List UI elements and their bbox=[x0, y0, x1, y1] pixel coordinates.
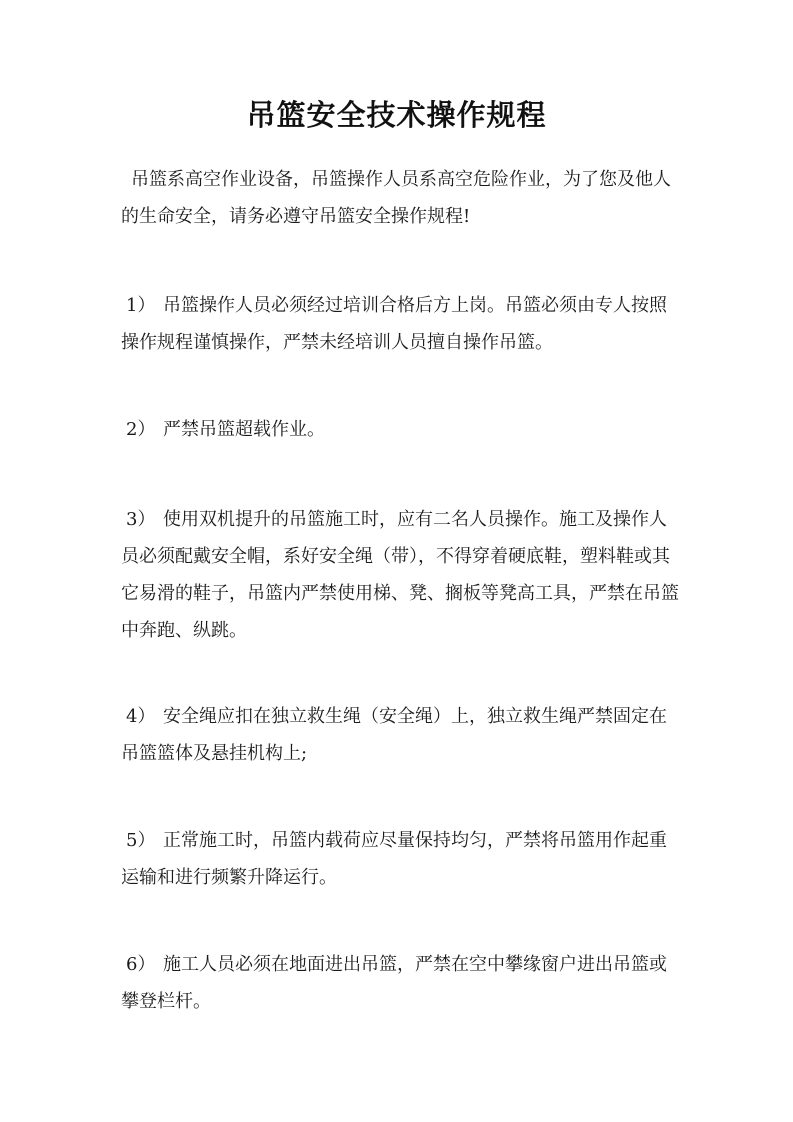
rule-text: 使用双机提升的吊篮施工时，应有二名人员操作。施工及操作人员必须配戴安全帽，系好安全绳（带），不得穿着硬底鞋，塑料鞋或其它易滑的鞋子，吊篮内严禁使用梯、凳、搁板等凳高工具，严禁在吊篮中奔跑、纵跳。 bbox=[121, 509, 679, 641]
rule-text: 吊篮操作人员必须经过培训合格后方上岗。吊篮必须由专人按照操作规程谨慎操作，严禁未经培训人员擅自操作吊篮。 bbox=[121, 295, 667, 353]
rule-item-1 bbox=[121, 287, 681, 361]
rule-item-3 bbox=[121, 501, 681, 649]
rule-item-6 bbox=[121, 946, 681, 1020]
rule-text: 正常施工时，吊篮内载荷应尽量保持均匀，严禁将吊篮用作起重运输和进行频繁升降运行。 bbox=[121, 830, 667, 888]
rule-number: 6） bbox=[126, 954, 156, 975]
document-title: 吊篮安全技术操作规程 bbox=[246, 98, 547, 132]
rule-text: 严禁吊篮超载作业。 bbox=[163, 419, 325, 440]
rule-text: 安全绳应扣在独立救生绳（安全绳）上，独立救生绳严禁固定在吊篮篮体及悬挂机构上; bbox=[121, 706, 667, 764]
rule-item-5 bbox=[121, 822, 681, 896]
intro-paragraph: 吊篮系高空作业设备，吊篮操作人员系高空危险作业，为了您及他人的生命安全，请务必遵守吊篮安全操作规程! bbox=[121, 169, 671, 227]
rule-number: 5） bbox=[126, 830, 156, 851]
rule-number: 4） bbox=[126, 706, 156, 727]
rule-number: 3） bbox=[126, 509, 156, 530]
rule-item-2 bbox=[121, 411, 681, 448]
rule-number: 1） bbox=[126, 295, 156, 316]
rule-text: 施工人员必须在地面进出吊篮，严禁在空中攀缘窗户进出吊篮或攀登栏杆。 bbox=[121, 954, 667, 1012]
rule-number: 2） bbox=[126, 419, 156, 440]
rule-item-4 bbox=[121, 698, 681, 772]
